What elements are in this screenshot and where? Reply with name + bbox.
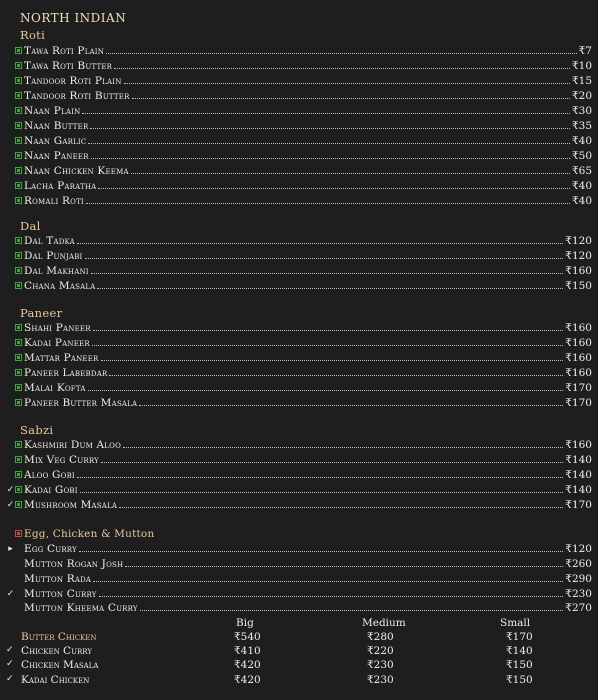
- price-medium: ₹280: [367, 631, 394, 643]
- dot-leader: [91, 158, 570, 159]
- item-price: ₹170: [565, 396, 592, 409]
- menu-item: [6, 103, 592, 118]
- veg-icon: [15, 282, 22, 289]
- column-header-big: Big: [236, 617, 254, 629]
- check-mark-icon: ✓: [6, 588, 15, 599]
- item-price: ₹30: [571, 104, 592, 117]
- menu-item: [6, 600, 592, 615]
- item-name: Shahi Paneer: [24, 321, 91, 334]
- item-price: ₹7: [578, 44, 592, 57]
- dot-leader: [97, 288, 563, 289]
- dot-leader: [123, 447, 563, 448]
- table-row: [6, 631, 592, 645]
- item-name: Mutton Kheema Curry: [24, 601, 138, 614]
- menu-item: [6, 556, 592, 571]
- price-small: ₹140: [506, 645, 533, 657]
- menu-item: [6, 178, 592, 193]
- menu-item: [6, 163, 592, 178]
- item-price: ₹15: [571, 74, 592, 87]
- veg-icon: [15, 77, 22, 84]
- price-medium: ₹230: [367, 659, 394, 671]
- dot-leader: [98, 188, 570, 189]
- menu-item: [6, 335, 592, 350]
- item-name: Kadai Gobi: [24, 483, 78, 496]
- item-name: Naan Paneer: [24, 149, 89, 162]
- dot-leader: [90, 128, 570, 129]
- table-row: [6, 659, 592, 673]
- price-big: ₹420: [234, 659, 261, 671]
- dot-leader: [86, 203, 570, 204]
- menu-item: [6, 452, 592, 467]
- item-name: Tandoor Roti Butter: [24, 89, 130, 102]
- item-price: ₹140: [565, 483, 592, 496]
- menu-item: [6, 350, 592, 365]
- menu-item: [6, 148, 592, 163]
- dot-leader: [132, 98, 570, 99]
- item-price: ₹40: [571, 194, 592, 207]
- item-name: Mattar Paneer: [24, 351, 99, 364]
- item-name: Aloo Gobi: [24, 468, 75, 481]
- dot-leader: [92, 345, 563, 346]
- veg-icon: [15, 107, 22, 114]
- item-price: ₹290: [565, 572, 592, 585]
- item-price: ₹140: [565, 468, 592, 481]
- item-name: Paneer Butter Masala: [24, 396, 138, 409]
- dot-leader: [85, 258, 564, 259]
- price-medium: ₹230: [367, 674, 394, 686]
- item-name: Chicken Masala: [21, 659, 99, 671]
- dot-leader: [131, 173, 570, 174]
- dot-leader: [80, 492, 564, 493]
- dot-leader: [101, 462, 563, 463]
- item-name: Butter Chicken: [21, 631, 97, 643]
- veg-icon: [15, 152, 22, 159]
- menu-item: [6, 320, 592, 335]
- item-price: ₹40: [571, 134, 592, 147]
- item-name: Mutton Rogan Josh: [24, 557, 124, 570]
- check-mark-icon: ✓: [6, 499, 15, 510]
- menu-item: [6, 541, 592, 556]
- item-name: Naan Plain: [24, 104, 81, 117]
- dot-leader: [88, 390, 564, 391]
- item-price: ₹10: [571, 59, 592, 72]
- item-price: ₹160: [565, 264, 592, 277]
- veg-icon: [15, 456, 22, 463]
- item-price: ₹120: [565, 249, 592, 262]
- price-big: ₹420: [234, 674, 261, 686]
- arrow-icon: ▸: [8, 543, 13, 554]
- item-name: Chicken Curry: [21, 645, 92, 657]
- nonveg-section-header: [6, 526, 592, 541]
- dot-leader: [91, 273, 564, 274]
- item-name: Romali Roti: [24, 194, 84, 207]
- column-header-small: Small: [500, 617, 531, 629]
- table-row: [6, 674, 592, 688]
- dot-leader: [88, 143, 570, 144]
- veg-icon: [15, 399, 22, 406]
- veg-icon: [15, 237, 22, 244]
- price-big: ₹410: [234, 645, 261, 657]
- price-small: ₹150: [506, 674, 533, 686]
- item-price: ₹160: [565, 366, 592, 379]
- section-title-egg-chicken-mutton: Egg, Chicken & Mutton: [24, 527, 155, 540]
- item-price: ₹170: [565, 498, 592, 511]
- menu-item: [6, 73, 592, 88]
- veg-icon: [15, 137, 22, 144]
- item-name: Tawa Roti Butter: [24, 59, 113, 72]
- menu-item: [6, 133, 592, 148]
- item-price: ₹120: [565, 542, 592, 555]
- check-mark-icon: ✓: [6, 674, 14, 684]
- item-price: ₹40: [571, 179, 592, 192]
- menu-item: [6, 437, 592, 452]
- item-price: ₹160: [565, 351, 592, 364]
- menu-item: [6, 278, 592, 293]
- dot-leader: [99, 596, 564, 597]
- dot-leader: [139, 405, 563, 406]
- item-name: Tawa Roti Plain: [24, 44, 105, 57]
- veg-icon: [15, 486, 22, 493]
- veg-icon: [15, 197, 22, 204]
- menu-item: [6, 263, 592, 278]
- item-price: ₹230: [565, 587, 592, 600]
- dot-leader: [101, 360, 564, 361]
- veg-icon: [15, 92, 22, 99]
- dot-leader: [124, 83, 570, 84]
- section-title-dal: Dal: [20, 219, 41, 233]
- item-name: Naan Chicken Keema: [24, 164, 129, 177]
- menu-item: [6, 467, 592, 482]
- dot-leader: [93, 581, 563, 582]
- item-name: Dal Makhani: [24, 264, 89, 277]
- item-name: Naan Butter: [24, 119, 89, 132]
- item-name: Paneer Labebdar: [24, 366, 108, 379]
- veg-icon: [15, 501, 22, 508]
- item-name: Dal Tadka: [24, 234, 75, 247]
- veg-icon: [15, 182, 22, 189]
- item-name: Chana Masala: [24, 279, 96, 292]
- item-price: ₹120: [565, 234, 592, 247]
- dot-leader: [82, 113, 570, 114]
- item-price: ₹160: [565, 336, 592, 349]
- veg-icon: [15, 47, 22, 54]
- veg-icon: [15, 122, 22, 129]
- item-name: Kashmiri Dum Aloo: [24, 438, 122, 451]
- item-name: Naan Garlic: [24, 134, 87, 147]
- item-name: Kadai Chicken: [21, 674, 90, 686]
- item-name: Egg Curry: [24, 542, 77, 555]
- section-title-sabzi: Sabzi: [20, 423, 54, 437]
- column-header-medium: Medium: [362, 617, 406, 629]
- item-price: ₹50: [571, 149, 592, 162]
- price-medium: ₹220: [367, 645, 394, 657]
- veg-icon: [15, 62, 22, 69]
- veg-icon: [15, 267, 22, 274]
- menu-item: [6, 248, 592, 263]
- veg-icon: [15, 339, 22, 346]
- veg-icon: [15, 471, 22, 478]
- veg-icon: [15, 441, 22, 448]
- check-mark-icon: ✓: [6, 659, 14, 669]
- menu-item: [6, 586, 592, 601]
- menu-item: [6, 118, 592, 133]
- menu-item: [6, 380, 592, 395]
- veg-icon: [15, 167, 22, 174]
- item-price: ₹150: [565, 279, 592, 292]
- item-name: Mutton Rada: [24, 572, 92, 585]
- item-name: Malai Kofta: [24, 381, 86, 394]
- item-name: Mushroom Masala: [24, 498, 118, 511]
- item-price: ₹170: [565, 381, 592, 394]
- item-name: Mutton Curry: [24, 587, 97, 600]
- menu-item: [6, 88, 592, 103]
- dot-leader: [106, 53, 577, 54]
- veg-icon: [15, 354, 22, 361]
- item-price: ₹65: [571, 164, 592, 177]
- item-name: Lacha Paratha: [24, 179, 97, 192]
- price-big: ₹540: [234, 631, 261, 643]
- dot-leader: [79, 551, 563, 552]
- dot-leader: [140, 610, 564, 611]
- menu-item: [6, 43, 592, 58]
- price-small: ₹150: [506, 659, 533, 671]
- item-name: Kadai Paneer: [24, 336, 90, 349]
- menu-item: [6, 365, 592, 380]
- item-name: Dal Punjabi: [24, 249, 83, 262]
- item-price: ₹20: [571, 89, 592, 102]
- item-price: ₹140: [565, 453, 592, 466]
- menu-item: [6, 571, 592, 586]
- dot-leader: [114, 68, 570, 69]
- menu-item: [6, 193, 592, 208]
- item-name: Tandoor Roti Plain: [24, 74, 122, 87]
- section-title-paneer: Paneer: [20, 306, 63, 320]
- veg-icon: [15, 369, 22, 376]
- item-name: Mix Veg Curry: [24, 453, 99, 466]
- menu-item: [6, 497, 592, 512]
- veg-icon: [15, 252, 22, 259]
- item-price: ₹160: [565, 438, 592, 451]
- veg-icon: [15, 324, 22, 331]
- menu-item: [6, 395, 592, 410]
- dot-leader: [77, 243, 563, 244]
- item-price: ₹160: [565, 321, 592, 334]
- check-mark-icon: ✓: [6, 484, 15, 495]
- section-title-roti: Roti: [20, 28, 46, 42]
- veg-icon: [15, 384, 22, 391]
- price-small: ₹170: [506, 631, 533, 643]
- dot-leader: [77, 477, 563, 478]
- table-row: [6, 645, 592, 659]
- nonveg-icon: [15, 530, 22, 537]
- check-mark-icon: ✓: [6, 645, 14, 655]
- menu-item: [6, 233, 592, 248]
- menu-item: [6, 482, 592, 497]
- dot-leader: [109, 375, 563, 376]
- item-price: ₹260: [565, 557, 592, 570]
- page-title: NORTH INDIAN: [20, 11, 127, 25]
- dot-leader: [125, 566, 563, 567]
- dot-leader: [119, 507, 563, 508]
- dot-leader: [93, 330, 564, 331]
- item-price: ₹35: [571, 119, 592, 132]
- menu-item: [6, 58, 592, 73]
- item-price: ₹270: [565, 601, 592, 614]
